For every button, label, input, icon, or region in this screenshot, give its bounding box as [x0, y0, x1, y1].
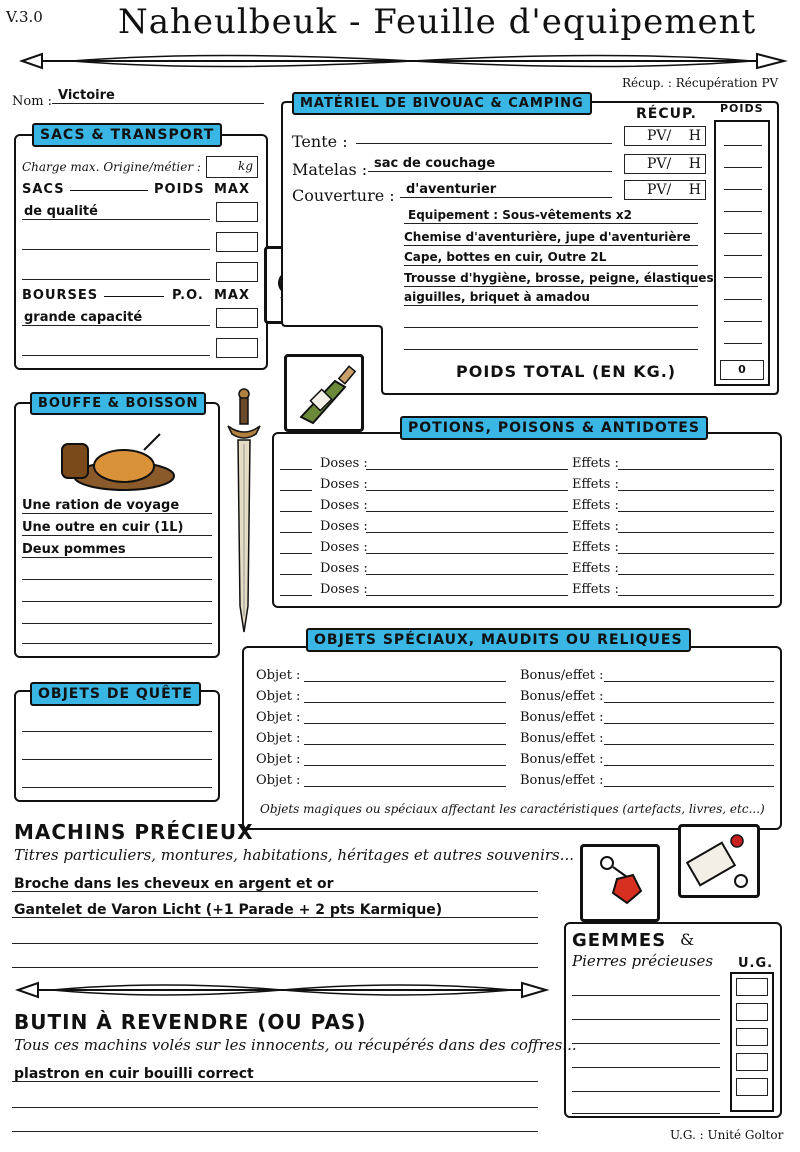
doses-label: Doses : — [320, 540, 368, 555]
objet-input[interactable] — [304, 773, 506, 787]
bonus-input[interactable] — [604, 710, 774, 724]
effets-input[interactable] — [618, 477, 774, 491]
tente-recup[interactable]: PV/ H — [624, 126, 706, 146]
amulet-icon — [580, 844, 660, 922]
quete-tab: OBJETS DE QUÊTE — [30, 682, 201, 706]
equip-line-3[interactable]: Cape, bottes en cuir, Outre 2L — [404, 250, 607, 264]
doses-label: Doses : — [320, 561, 368, 576]
scroll-icon — [678, 824, 760, 898]
gemmes-amp: & — [680, 930, 695, 949]
effets-label: Effets : — [572, 540, 619, 555]
bottle-icon — [284, 354, 364, 432]
poids-header: POIDS — [154, 182, 205, 197]
objet-input[interactable] — [304, 668, 506, 682]
bouffe-tab: BOUFFE & BOISSON — [30, 392, 206, 415]
sacs-header: SACS — [22, 182, 65, 197]
machins-title: MACHINS PRÉCIEUX — [14, 820, 254, 844]
effets-label: Effets : — [572, 582, 619, 597]
equip-line-4[interactable]: Trousse d'hygiène, brosse, peigne, élastiques — [404, 271, 714, 285]
effets-input[interactable] — [618, 456, 774, 470]
effets-input[interactable] — [618, 582, 774, 596]
effets-label: Effets : — [572, 561, 619, 576]
objet-label: Objet : — [256, 689, 301, 704]
sacs-tab: SACS & TRANSPORT — [32, 123, 222, 147]
effets-input[interactable] — [618, 519, 774, 533]
bourses-max-header: MAX — [214, 288, 251, 303]
doses-input[interactable] — [366, 477, 568, 491]
speciaux-footer: Objets magiques ou spéciaux affectant les caractéristiques (artefacts, livres, etc...) — [260, 802, 765, 816]
potion-count-line[interactable] — [280, 561, 312, 575]
sword-icon — [226, 386, 262, 636]
objet-label: Objet : — [256, 731, 301, 746]
ug-header: U.G. — [738, 956, 774, 971]
bonus-label: Bonus/effet : — [520, 752, 604, 767]
potion-count-line[interactable] — [280, 498, 312, 512]
objet-label: Objet : — [256, 710, 301, 725]
doses-label: Doses : — [320, 477, 368, 492]
speciaux-tab: OBJETS SPÉCIAUX, MAUDITS OU RELIQUES — [306, 628, 691, 652]
machins-row-1[interactable]: Broche dans les cheveux en argent et or — [14, 876, 334, 892]
bourse-max-2[interactable] — [216, 338, 258, 358]
equip-line-1[interactable]: Equipement : Sous-vêtements x2 — [408, 208, 632, 222]
charge-input[interactable]: kg — [206, 156, 258, 178]
spear-divider-top — [12, 48, 792, 74]
potion-count-line[interactable] — [280, 456, 312, 470]
objet-input[interactable] — [304, 710, 506, 724]
objet-label: Objet : — [256, 668, 301, 683]
ug-input-5[interactable] — [736, 1078, 768, 1096]
bonus-label: Bonus/effet : — [520, 731, 604, 746]
spear-divider-bottom — [12, 978, 552, 1002]
doses-input[interactable] — [366, 519, 568, 533]
sac-max-2[interactable] — [216, 232, 258, 252]
ug-input-1[interactable] — [736, 978, 768, 996]
effets-label: Effets : — [572, 456, 619, 471]
bonus-input[interactable] — [604, 689, 774, 703]
bourses-header: BOURSES — [22, 288, 99, 303]
doses-input[interactable] — [366, 498, 568, 512]
ug-note: U.G. : Unité Goltor — [670, 1128, 784, 1142]
objet-input[interactable] — [304, 731, 506, 745]
gemmes-title: GEMMES — [572, 930, 667, 951]
max-header: MAX — [214, 182, 251, 197]
potion-count-line[interactable] — [280, 519, 312, 533]
effets-label: Effets : — [572, 477, 619, 492]
butin-subtitle: Tous ces machins volés sur les innocents, ou récupérés dans des coffres... — [14, 1036, 577, 1054]
gemmes-subtitle: Pierres précieuses — [572, 952, 714, 970]
poids-col-header: POIDS — [720, 102, 764, 115]
effets-label: Effets : — [572, 519, 619, 534]
matelas-value[interactable]: sac de couchage — [374, 156, 496, 171]
bouffe-row-2[interactable]: Une outre en cuir (1L) — [22, 520, 184, 535]
version: V.3.0 — [6, 8, 43, 26]
bonus-input[interactable] — [604, 773, 774, 787]
doses-input[interactable] — [366, 540, 568, 554]
bourse-max-1[interactable] — [216, 308, 258, 328]
bonus-label: Bonus/effet : — [520, 689, 604, 704]
objet-label: Objet : — [256, 752, 301, 767]
butin-row-1[interactable]: plastron en cuir bouilli correct — [14, 1066, 254, 1082]
nom-label: Nom : — [12, 94, 53, 109]
couverture-value[interactable]: d'aventurier — [406, 182, 497, 197]
ug-input-2[interactable] — [736, 1003, 768, 1021]
bouffe-row-3[interactable]: Deux pommes — [22, 542, 126, 557]
matelas-recup[interactable]: PV/ H — [624, 154, 706, 174]
po-header: P.O. — [172, 288, 204, 303]
doses-input[interactable] — [366, 582, 568, 596]
poids-total-value[interactable]: 0 — [720, 360, 764, 380]
doses-input[interactable] — [366, 456, 568, 470]
matelas-label: Matelas : — [292, 160, 368, 179]
bourse-row-1[interactable]: grande capacité — [24, 310, 143, 325]
recup-note: Récup. : Récupération PV — [622, 76, 779, 90]
objet-input[interactable] — [304, 752, 506, 766]
bonus-input[interactable] — [604, 731, 774, 745]
poids-total-label: POIDS TOTAL (EN KG.) — [456, 362, 677, 381]
sac-max-3[interactable] — [216, 262, 258, 282]
bivouac-tab: MATÉRIEL DE BIVOUAC & CAMPING — [292, 92, 592, 115]
doses-label: Doses : — [320, 519, 368, 534]
sac-row-1[interactable]: de qualité — [24, 204, 98, 219]
potions-tab: POTIONS, POISONS & ANTIDOTES — [400, 416, 708, 440]
doses-label: Doses : — [320, 498, 368, 513]
bonus-input[interactable] — [604, 752, 774, 766]
bonus-label: Bonus/effet : — [520, 710, 604, 725]
sac-max-1[interactable] — [216, 202, 258, 222]
effets-input[interactable] — [618, 540, 774, 554]
potion-count-line[interactable] — [280, 477, 312, 491]
bonus-label: Bonus/effet : — [520, 773, 604, 788]
objet-label: Objet : — [256, 773, 301, 788]
recup-header: RÉCUP. — [636, 106, 697, 122]
potion-count-line[interactable] — [280, 540, 312, 554]
ug-input-3[interactable] — [736, 1028, 768, 1046]
effets-input[interactable] — [618, 561, 774, 575]
doses-label: Doses : — [320, 456, 368, 471]
tente-label: Tente : — [292, 132, 348, 151]
butin-title: BUTIN À REVENDRE (OU PAS) — [14, 1010, 367, 1034]
ug-input-4[interactable] — [736, 1053, 768, 1071]
bouffe-row-1[interactable]: Une ration de voyage — [22, 498, 180, 513]
effets-input[interactable] — [618, 498, 774, 512]
couverture-recup[interactable]: PV/ H — [624, 180, 706, 200]
potion-count-line[interactable] — [280, 582, 312, 596]
equip-line-5[interactable]: aiguilles, briquet à amadou — [404, 290, 590, 304]
doses-label: Doses : — [320, 582, 368, 597]
equip-line-2[interactable]: Chemise d'aventurière, jupe d'aventurière — [404, 230, 691, 244]
nom-value[interactable]: Victoire — [58, 88, 115, 103]
bonus-input[interactable] — [604, 668, 774, 682]
couverture-label: Couverture : — [292, 186, 395, 205]
food-icon — [54, 426, 184, 496]
charge-label: Charge max. Origine/métier : — [22, 160, 201, 174]
effets-label: Effets : — [572, 498, 619, 513]
page-title: Naheulbeuk - Feuille d'equipement — [118, 2, 757, 42]
bonus-label: Bonus/effet : — [520, 668, 604, 683]
doses-input[interactable] — [366, 561, 568, 575]
objet-input[interactable] — [304, 689, 506, 703]
machins-subtitle: Titres particuliers, montures, habitations, héritages et autres souvenirs... — [14, 846, 575, 864]
machins-row-2[interactable]: Gantelet de Varon Licht (+1 Parade + 2 pts Karmique) — [14, 902, 443, 918]
